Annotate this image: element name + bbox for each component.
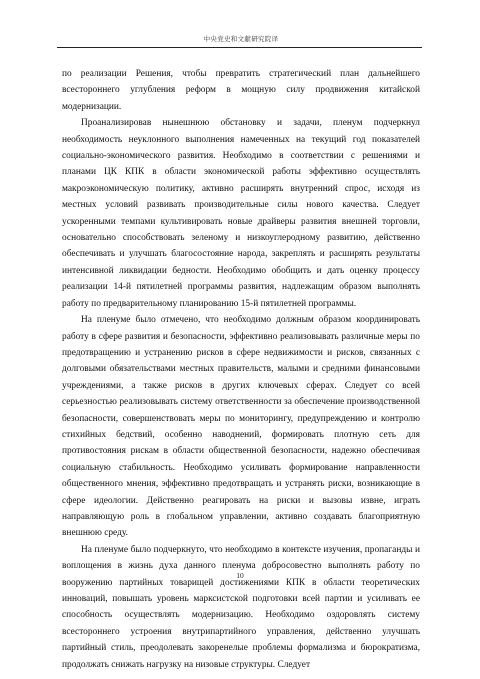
header-divider [57,47,422,48]
running-header: 中央党史和文献研究院译 [203,36,279,43]
paragraph-security: На пленуме было отмечено, что необходимо должным образом координировать работу в сфере развития и безопасности, эффективно реализовывать различные меры по предотвращению и устранению рисков в сфере недвижимости и рисков, связанных с долговыми обязательствами местных правительств, малыми и средними финансовыми учреждениями, а также рисков в других ключевых сферах. Следует со всей серьезностью реализовывать систему ответственности за обеспечение производственной безопасности, совершенствовать меры по мониторингу, предупреждению и контролю стихийных бедствий, особенно наводнений, формировать плотную сеть для противостояния рискам в области общественной безопасности, надежно обеспечивая социальную стабильность. Необходимо усиливать формирование направленности общественного мнения, эффективно предотвращать и устранять риски, возникающие в сфере идеологии. Действенно реагировать на риски и вызовы извне, играть направляющую роль в глобальном управлении, активно создавать благоприятную внешнюю среду. [62,315,420,539]
paragraph-economy: Проанализировав нынешнюю обстановку и задачи, пленум подчеркнул необходимость неуклонного выполнения намеченных на текущий год показателей социально-экономического развития. Необходимо в соответствии с решениями и планами ЦК КПК в области экономической работы эффективно осуществлять макроэкономическую политику, активно расширять внутренний спрос, исходя из местных условий развивать производительные силы нового качества. Следует ускоренными темпами культивировать новые драйверы развития внешней торговли, основательно способствовать зеленому и низкоуглеродному развитию, действенно обеспечивать и улучшать благосостояние народа, закреплять и расширять результаты интенсивной ликвидации бедности. Необходимо обобщить и дать оценку процессу реализации 14-й пятилетней программы развития, надлежащим образом выполнять работу по предварительному планированию 15-й пятилетней программы. [62,118,420,309]
body-text [62,66,420,673]
paragraph-party-building: На пленуме было подчеркнуто, что необходимо в контексте изучения, пропаганды и воплощения в жизнь духа данного пленума добросовестно выполнять работу по вооружению партийных товарищей достижениями КПК в области теоретических инноваций, повышать уровень марксистской подготовки всей партии и усиливать ее способность осуществлять модернизацию. Необходимо оздоровлять систему всестороннего устроения внутрипартийного управления, действенно улучшать партийный стиль, преодолевать закоренелые проблемы формализма и бюрократизма, продолжать снижать нагрузку на низовые структуры. Следует [62,544,420,670]
page-number: 10 [236,571,244,580]
paragraph-continuation: по реализации Решения, чтобы превратить стратегический план дальнейшего всестороннего углубления реформ в мощную силу продвижения китайской модернизации. [62,69,420,112]
